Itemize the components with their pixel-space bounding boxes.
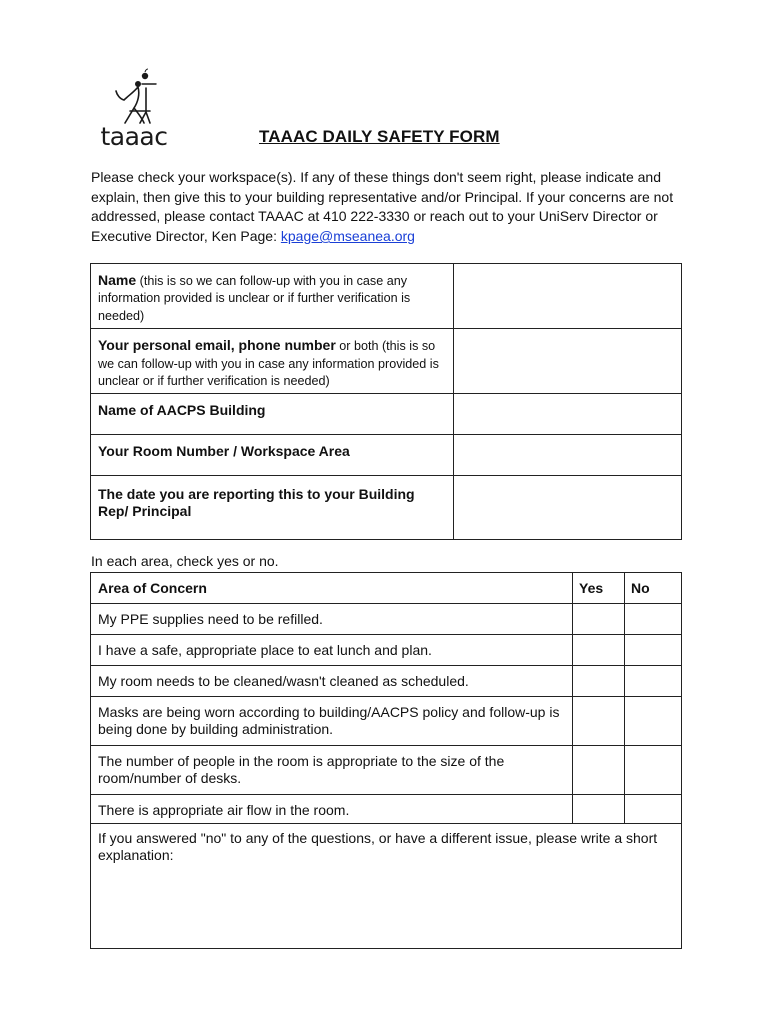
yes-checkbox-cell[interactable] — [573, 604, 625, 635]
intro-paragraph — [91, 168, 691, 247]
yes-checkbox-cell[interactable] — [573, 697, 625, 746]
table-row — [91, 746, 682, 795]
contact-input-cell[interactable] — [454, 329, 682, 394]
info-label: Your Room Number / Workspace Area — [98, 443, 350, 460]
no-checkbox-cell[interactable] — [625, 635, 682, 666]
table-row — [91, 635, 682, 666]
info-label: Name — [98, 272, 137, 288]
info-label: The date you are reporting this to your Building Rep/ Principal — [98, 486, 415, 519]
building-input-cell[interactable] — [454, 394, 682, 435]
concern-text: My room needs to be cleaned/wasn't cleaned as scheduled. — [91, 666, 573, 697]
contact-email-link[interactable]: kpage@mseanea.org — [280, 228, 415, 245]
concern-checklist-table — [90, 572, 682, 949]
intro-text: Please check your workspace(s). If any of these things don't seem right, please indicate and explain, then give this to your building representative and/or Principal. If your concerns are not addressed, please contact TAAAC at 410 222-3330 or reach out to your UniServ Director or Executive Director, Ken Page: — [91, 169, 674, 245]
info-label-cell — [91, 476, 454, 540]
yes-checkbox-cell[interactable] — [573, 635, 625, 666]
yes-header: Yes — [573, 573, 625, 604]
checklist-header-row — [91, 573, 682, 604]
no-checkbox-cell[interactable] — [625, 604, 682, 635]
teacher-figure-logo-icon — [98, 66, 170, 124]
table-row — [91, 697, 682, 746]
concern-text: Masks are being worn according to building/AACPS policy and follow-up is being done by building administration. — [91, 697, 573, 746]
no-checkbox-cell[interactable] — [625, 795, 682, 824]
form-title: TAAAC DAILY SAFETY FORM — [259, 127, 500, 146]
info-label: Your personal email, phone number — [98, 337, 336, 354]
yes-checkbox-cell[interactable] — [573, 795, 625, 824]
info-label-cell — [91, 264, 454, 329]
no-checkbox-cell[interactable] — [625, 746, 682, 795]
concern-text: My PPE supplies need to be refilled. — [91, 604, 573, 635]
concern-text: The number of people in the room is appropriate to the size of the room/number of desks. — [91, 746, 573, 795]
no-header: No — [625, 573, 682, 604]
info-label-cell — [91, 394, 454, 435]
taaac-logo — [98, 66, 170, 156]
table-row — [91, 795, 682, 824]
info-row-contact — [91, 329, 682, 394]
contact-info-table — [90, 263, 682, 540]
info-label-cell — [91, 435, 454, 476]
area-header: Area of Concern — [91, 573, 573, 604]
info-row-building — [91, 394, 682, 435]
date-input-cell[interactable] — [454, 476, 682, 540]
info-note: or both (this is so we can follow-up with you in case any information provided is unclear or if further verification is needed) — [98, 339, 439, 389]
explanation-row — [91, 824, 682, 949]
info-row-room — [91, 435, 682, 476]
no-checkbox-cell[interactable] — [625, 666, 682, 697]
concern-text: There is appropriate air flow in the room. — [91, 795, 573, 824]
concern-text: I have a safe, appropriate place to eat lunch and plan. — [91, 635, 573, 666]
logo-wordmark: taaac — [100, 122, 168, 151]
no-checkbox-cell[interactable] — [625, 697, 682, 746]
room-input-cell[interactable] — [454, 435, 682, 476]
yes-checkbox-cell[interactable] — [573, 746, 625, 795]
info-label-cell — [91, 329, 454, 394]
info-row-name — [91, 264, 682, 329]
info-label: Name of AACPS Building — [98, 402, 266, 419]
checklist-instructions: In each area, check yes or no. — [91, 553, 279, 569]
info-row-date — [91, 476, 682, 540]
yes-checkbox-cell[interactable] — [573, 666, 625, 697]
table-row — [91, 666, 682, 697]
table-row — [91, 604, 682, 635]
explanation-textarea[interactable]: If you answered "no" to any of the questions, or have a different issue, please write a short explanation: — [91, 824, 682, 949]
name-input-cell[interactable] — [454, 264, 682, 329]
info-note: (this is so we can follow-up with you in case any information provided is unclear or if further verification is needed) — [98, 274, 411, 323]
